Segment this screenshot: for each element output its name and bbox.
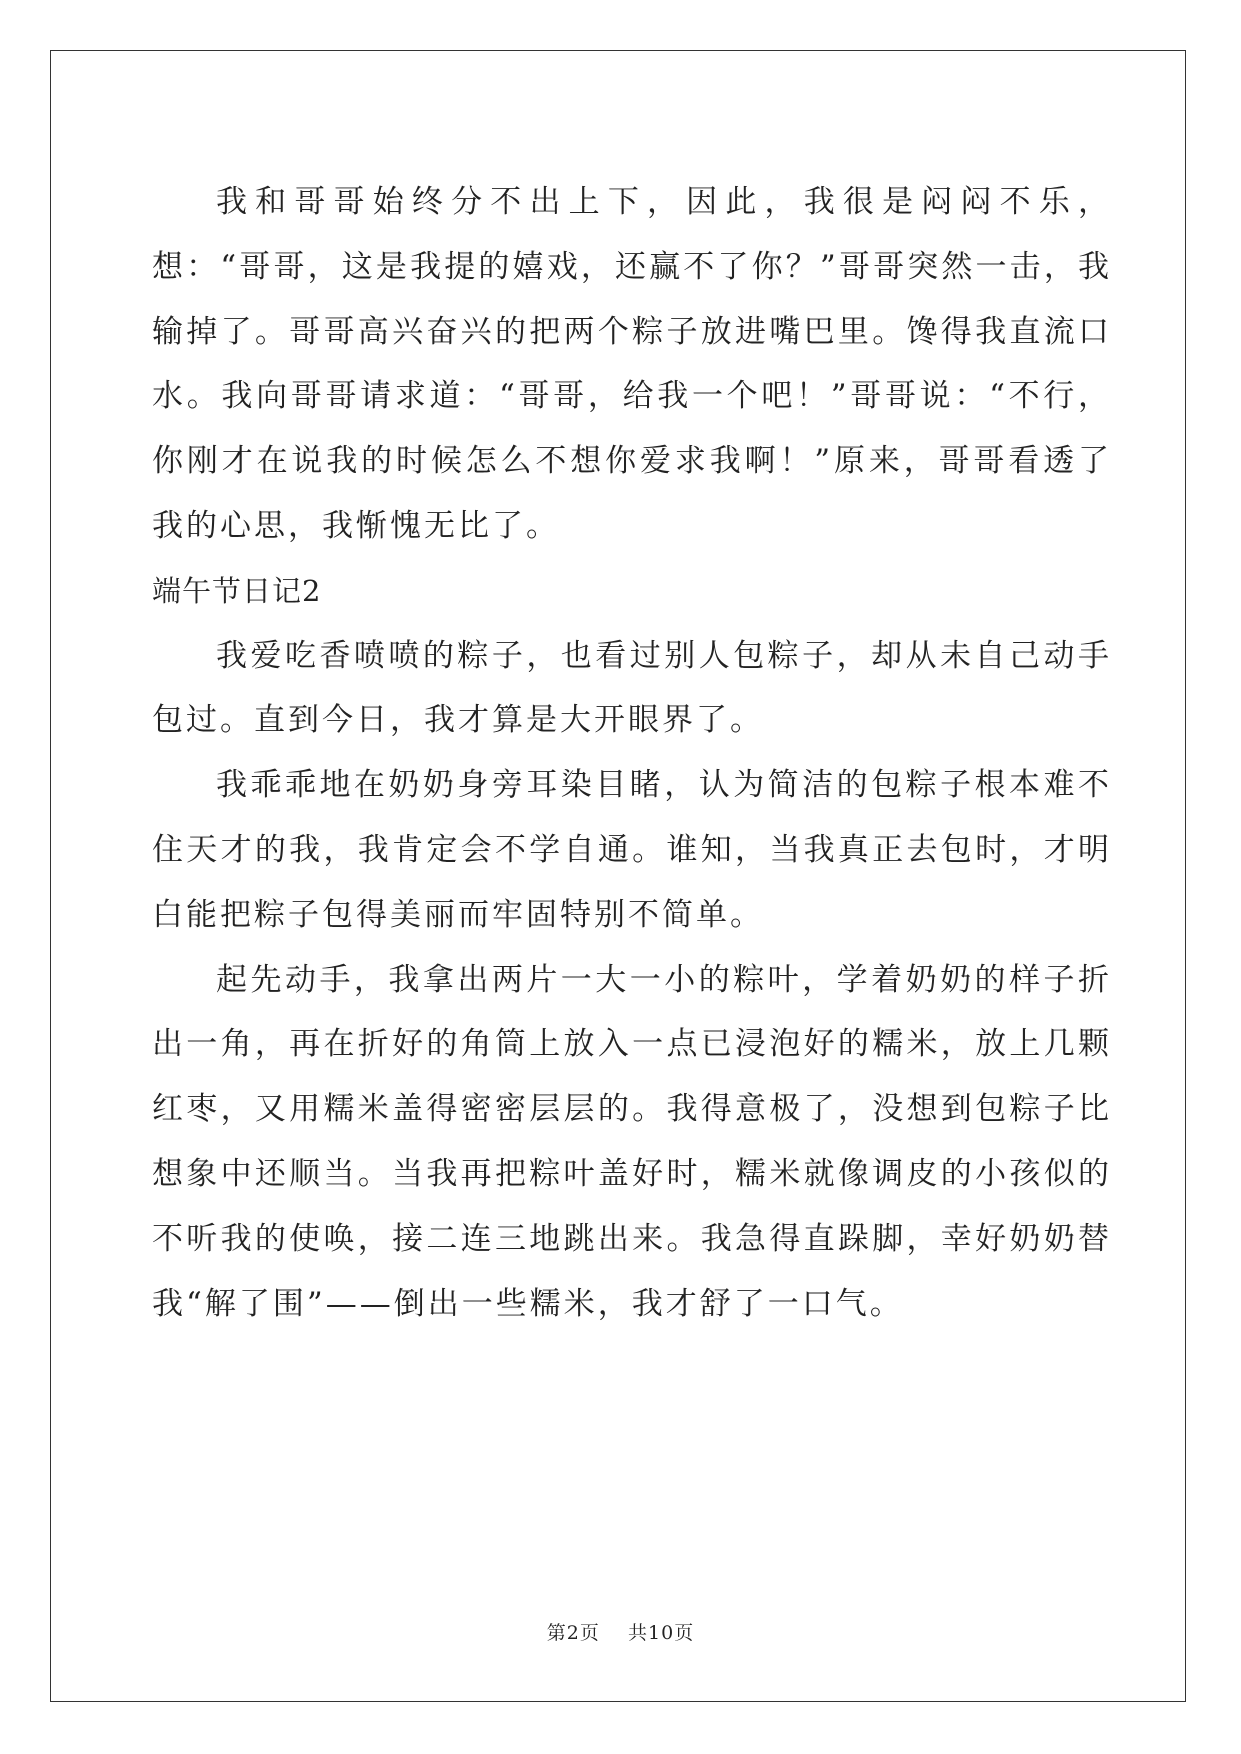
paragraph: 我爱吃香喷喷的粽子，也看过别人包粽子，却从未自己动手包过。直到今日，我才算是大开眼界了。 — [152, 637, 1112, 739]
paragraph: 我乖乖地在奶奶身旁耳染目睹，认为简洁的包粽子根本难不住天才的我，我肯定会不学自通。谁知，当我真正去包时，才明白能把粽子包得美丽而牢固特别不简单。 — [152, 767, 1112, 933]
page-number: 第2页 — [546, 1622, 600, 1644]
section-title: 端午节日记2 — [152, 573, 322, 608]
document-body — [152, 170, 1112, 1336]
paragraph: 我和哥哥始终分不出上下，因此，我很是闷闷不乐，想：“哥哥，这是我提的嬉戏，还赢不了你？”哥哥突然一击，我输掉了。哥哥高兴奋兴的把两个粽子放进嘴巴里。馋得我直流口水。我向哥哥请求道：“哥哥，给我一个吧！”哥哥说：“不行，你刚才在说我的时候怎么不想你爱求我啊！”原来，哥哥看透了我的心思，我惭愧无比了。 — [152, 184, 1112, 544]
paragraph: 起先动手，我拿出两片一大一小的粽叶，学着奶奶的样子折出一角，再在折好的角筒上放入一点已浸泡好的糯米，放上几颗红枣，又用糯米盖得密密层层的。我得意极了，没想到包粽子比想象中还顺当。当我再把粽叶盖好时，糯米就像调皮的小孩似的不听我的使唤，接二连三地跳出来。我急得直跺脚，幸好奶奶替我“解了围”——倒出一些糯米，我才舒了一口气。 — [152, 961, 1112, 1322]
page-total: 共10页 — [628, 1622, 695, 1644]
page-footer — [0, 1618, 1241, 1645]
